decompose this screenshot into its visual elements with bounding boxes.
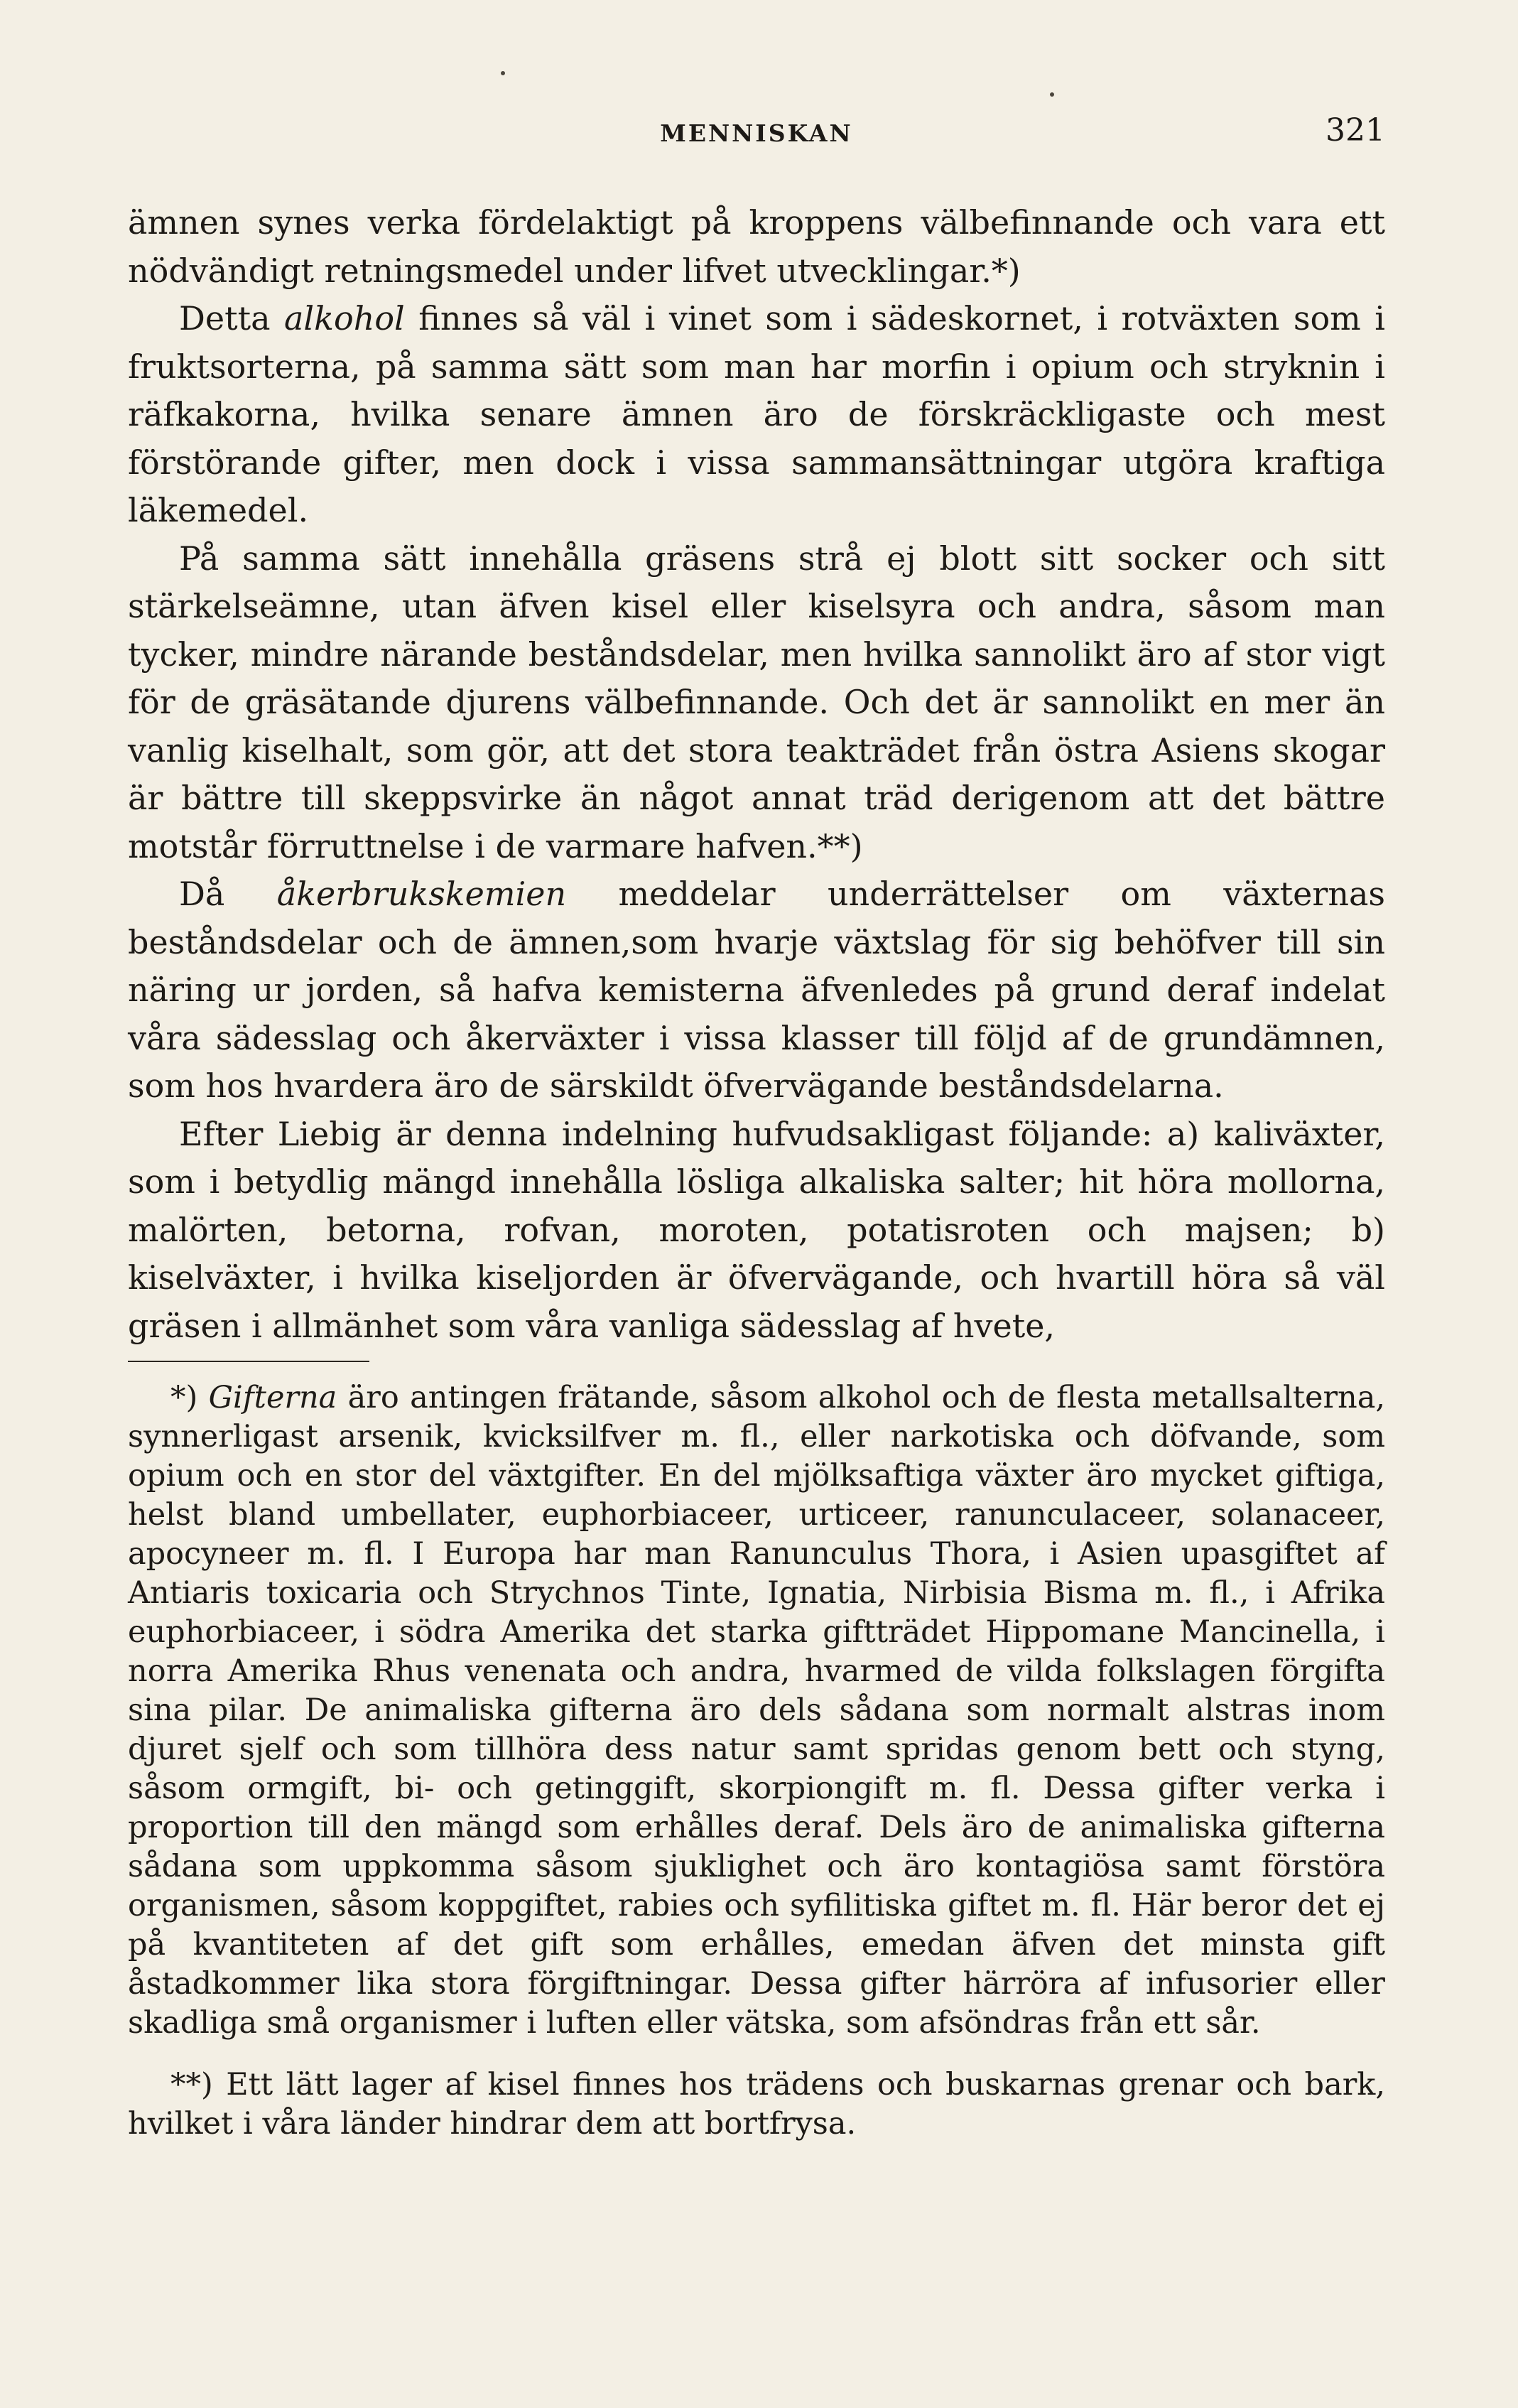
footnote [128,1378,1385,2043]
text-segment: Då [179,875,277,913]
text-segment: finnes så väl i vinet som i sädeskornet, i rotväxten som i fruktsorterna, på samma sätt som man har morfin i opium och stryknin i räfkakorna, hvilka senare ämnen äro de förskräckligaste och mest förstörande gifter, men dock i vissa sammansättningar utgöra kraftiga läkemedel. [128,299,1386,529]
text-segment: Detta [179,299,284,338]
paragraph [128,1111,1385,1351]
paragraph [128,295,1385,535]
print-speck [1050,92,1054,97]
footnote-divider [128,1361,369,1362]
text-segment: Efter Liebig är denna indelning hufvudsakligast följande: a) kaliväxter, som i betydlig mängd innehålla lösliga alkaliska salter; hit höra mollorna, malörten, betorna, rofvan, moroten, potatisroten och majsen; b) kiselväxter, i hvilka kiseljorden är öfvervägande, och hvartill höra så väl gräsen i allmänhet som våra vanliga sädesslag af hvete, [128,1114,1385,1345]
footnotes [128,1378,1385,2144]
main-text [128,199,1385,1350]
text-segment: ämnen synes verka fördelaktigt på kroppens välbefinnande och vara ett nödvändigt retningsmedel under lifvet utvecklingar.*) [128,203,1385,290]
page-header [128,112,1385,155]
italic-term: Gifterna [208,1380,337,1415]
paragraph [128,199,1385,295]
running-title: MENNISKAN [660,119,853,147]
print-speck [501,71,505,75]
text-segment: *) [170,1380,209,1415]
footnote [128,2066,1385,2144]
paragraph [128,535,1385,871]
italic-term: alkohol [284,299,405,338]
text-segment: På samma sätt innehålla gräsens strå ej blott sitt socker och sitt stärkelseämne, utan äfven kisel eller kiselsyra och andra, såsom man tycker, mindre närande beståndsdelar, men hvilka sannolikt äro af stor vigt för de gräsätande djurens välbefinnande. Och det är sannolikt en mer än vanlig kiselhalt, som gör, att det stora teakträdet från östra Asiens skogar är bättre till skeppsvirke än något annat träd derigenom att det bättre motstår förruttnelse i de varmare hafven.**) [128,539,1385,865]
text-segment: äro antingen frätande, såsom alkohol och de flesta metallsalterna, synnerligast arsenik, kvicksilfver m. fl., eller narkotiska och döfvande, som opium och en stor del växtgifter. En del mjölksaftiga växter äro mycket giftiga, helst bland umbellater, euphorbiaceer, urticeer, ranunculaceer, solanaceer, apocyneer m. fl. I Europa har man Ranunculus Thora, i Asien upasgiftet af Antiaris toxicaria och Strychnos Tinte, Ignatia, Nirbisia Bisma m. fl., i Afrika euphorbiaceer, i södra Amerika det starka giftträdet Hippomane Mancinella, i norra Amerika Rhus venenata och andra, hvarmed de vilda folkslagen förgifta sina pilar. De animaliska gifterna äro dels sådana som normalt alstras inom djuret sjelf och som tillhöra dess natur samt spridas genom bett och styng, såsom ormgift, bi- och getinggift, skorpiongift m. fl. Dessa gifter verka i proportion till den mängd som erhålles deraf. Dels äro de animaliska gifterna sådana som uppkomma såsom sjuklighet och äro kontagiösa samt förstöra organismen, såsom koppgiftet, rabies och syfilitiska giftet m. fl. Här beror det ej på kvantiteten af det gift som erhålles, emedan äfven det minsta gift åstadkommer lika stora förgiftningar. Dessa gifter härröra af infusorier eller skadliga små organismer i luften eller vätska, som afsöndras från ett sår. [128,1380,1386,2041]
text-segment: meddelar underrättelser om växternas beståndsdelar och de ämnen,som hvarje växtslag för sig behöfver till sin näring ur jorden, så hafva kemisterna äfvenledes på grund deraf indelat våra sädesslag och åkerväxter i vissa klasser till följd af de grundämnen, som hos hvardera äro de särskildt öfvervägande beståndsdelarna. [128,875,1385,1105]
text-segment: **) Ett lätt lager af kisel finnes hos trädens och buskarnas grenar och bark, hvilket i våra länder hindrar dem att bortfrysa. [128,2067,1385,2142]
italic-term: åkerbrukskemien [276,875,567,913]
paragraph [128,870,1385,1111]
page-number: 321 [1325,112,1385,149]
